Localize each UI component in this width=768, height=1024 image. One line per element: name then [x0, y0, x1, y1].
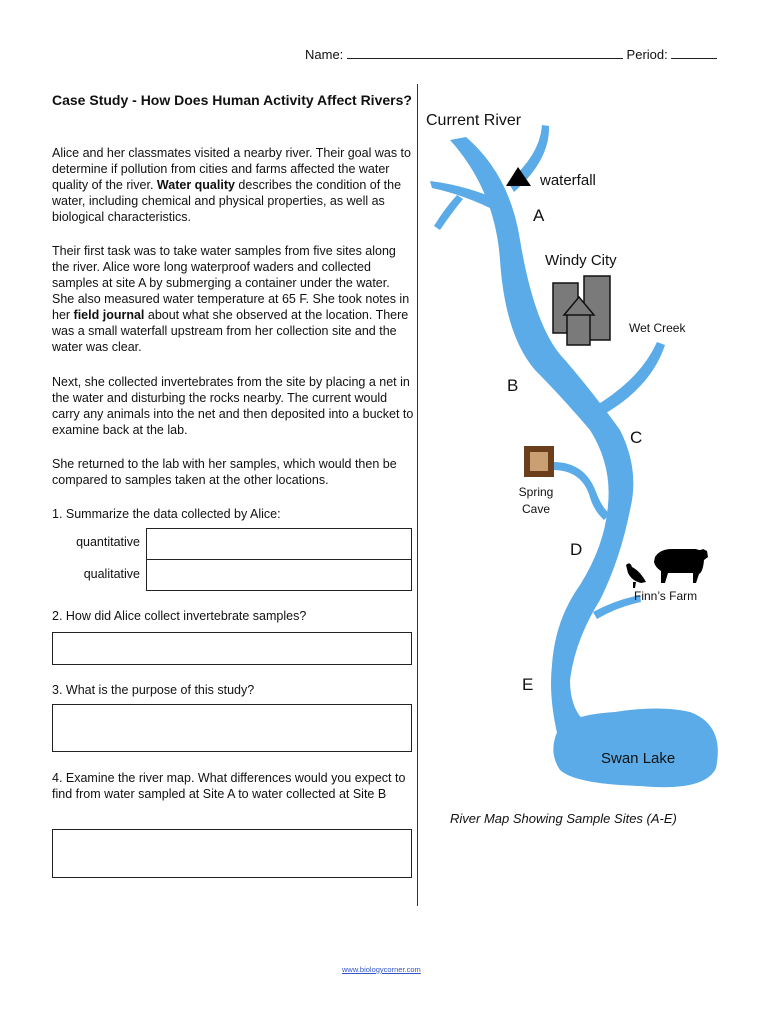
name-field[interactable]: [347, 46, 623, 59]
creek-label: Wet Creek: [629, 321, 686, 335]
lake-label: Swan Lake: [601, 750, 676, 767]
question-2: 2. How did Alice collect invertebrate samples?: [52, 609, 307, 623]
question-4-answer-box[interactable]: [52, 829, 412, 878]
site-d-label: D: [570, 540, 583, 559]
period-field[interactable]: [671, 46, 717, 59]
left-branch-fork: [434, 195, 463, 230]
swan-lake: [553, 709, 718, 788]
question-1: 1. Summarize the data collected by Alice:: [52, 507, 281, 521]
wet-creek: [592, 342, 665, 418]
cow-icon: [654, 549, 708, 583]
cave-label-line2: Cave: [521, 502, 551, 516]
period-label: Period:: [626, 47, 668, 62]
quantitative-answer-box[interactable]: [146, 528, 412, 560]
site-e-label: E: [522, 675, 534, 694]
question-3-answer-box[interactable]: [52, 704, 412, 752]
city-buildings-icon: [553, 276, 610, 345]
intro-paragraph: Alice and her classmates visited a nearby river. Their goal was to determine if pollution from cities and farms affected the water quality of the river. Water quality describes the condition of the water, including chemical and physical properties, as well as biological characteristics.: [52, 146, 411, 224]
river-name-label: Current River: [426, 112, 522, 129]
qualitative-label: qualitative: [83, 567, 140, 581]
name-label: Name:: [305, 47, 344, 62]
map-caption: River Map Showing Sample Sites (A-E): [450, 811, 677, 826]
spring-cave-stream: [553, 462, 610, 520]
site-c-label: C: [630, 428, 643, 447]
city-label: Windy City: [545, 252, 617, 269]
bird-icon: [626, 563, 646, 588]
field-journal-term: field journal: [73, 308, 145, 322]
river-map: [418, 100, 768, 800]
question-3: 3. What is the purpose of this study?: [52, 683, 255, 697]
cave-label-line1: Spring: [518, 485, 554, 499]
name-period-header: [305, 46, 717, 62]
river: [430, 125, 718, 787]
main-river-channel: [450, 137, 633, 745]
footer-link[interactable]: www.biologycorner.com: [342, 965, 421, 974]
invertebrate-paragraph: Next, she collected invertebrates from the site by placing a net in the water and disturbing the rocks nearby. The current would carry any animals into the net and then deposited into a bucket to examine back at the lab.: [52, 375, 414, 437]
sampling-paragraph: Their first task was to take water samples from five sites along the river. Alice wore long waterproof waders and collected samples at site A by submerging a container under the water. She also measured water temperature at 65 F. She took notes in her field journal about what she observed at the location. There was a small waterfall upstream from her collection site and the water was clear.: [52, 244, 410, 354]
page-title: Case Study - How Does Human Activity Affect Rivers?: [52, 92, 412, 108]
farm-animals-icon: [626, 549, 708, 588]
cave-icon: [524, 446, 554, 477]
water-quality-term: Water quality: [156, 178, 235, 192]
site-b-label: B: [507, 376, 519, 395]
lab-paragraph: She returned to the lab with her samples, which would then be compared to samples taken at the other locations.: [52, 457, 397, 487]
question-2-answer-box[interactable]: [52, 632, 412, 665]
farm-label: Finn’s Farm: [634, 589, 698, 603]
qualitative-answer-box[interactable]: [146, 559, 412, 591]
quantitative-label: quantitative: [76, 535, 140, 549]
waterfall-label: waterfall: [540, 172, 596, 189]
site-a-label: A: [533, 206, 545, 225]
question-4: 4. Examine the river map. What differences would you expect to find from water sampled at Site A to water collected at Site B: [52, 771, 406, 801]
